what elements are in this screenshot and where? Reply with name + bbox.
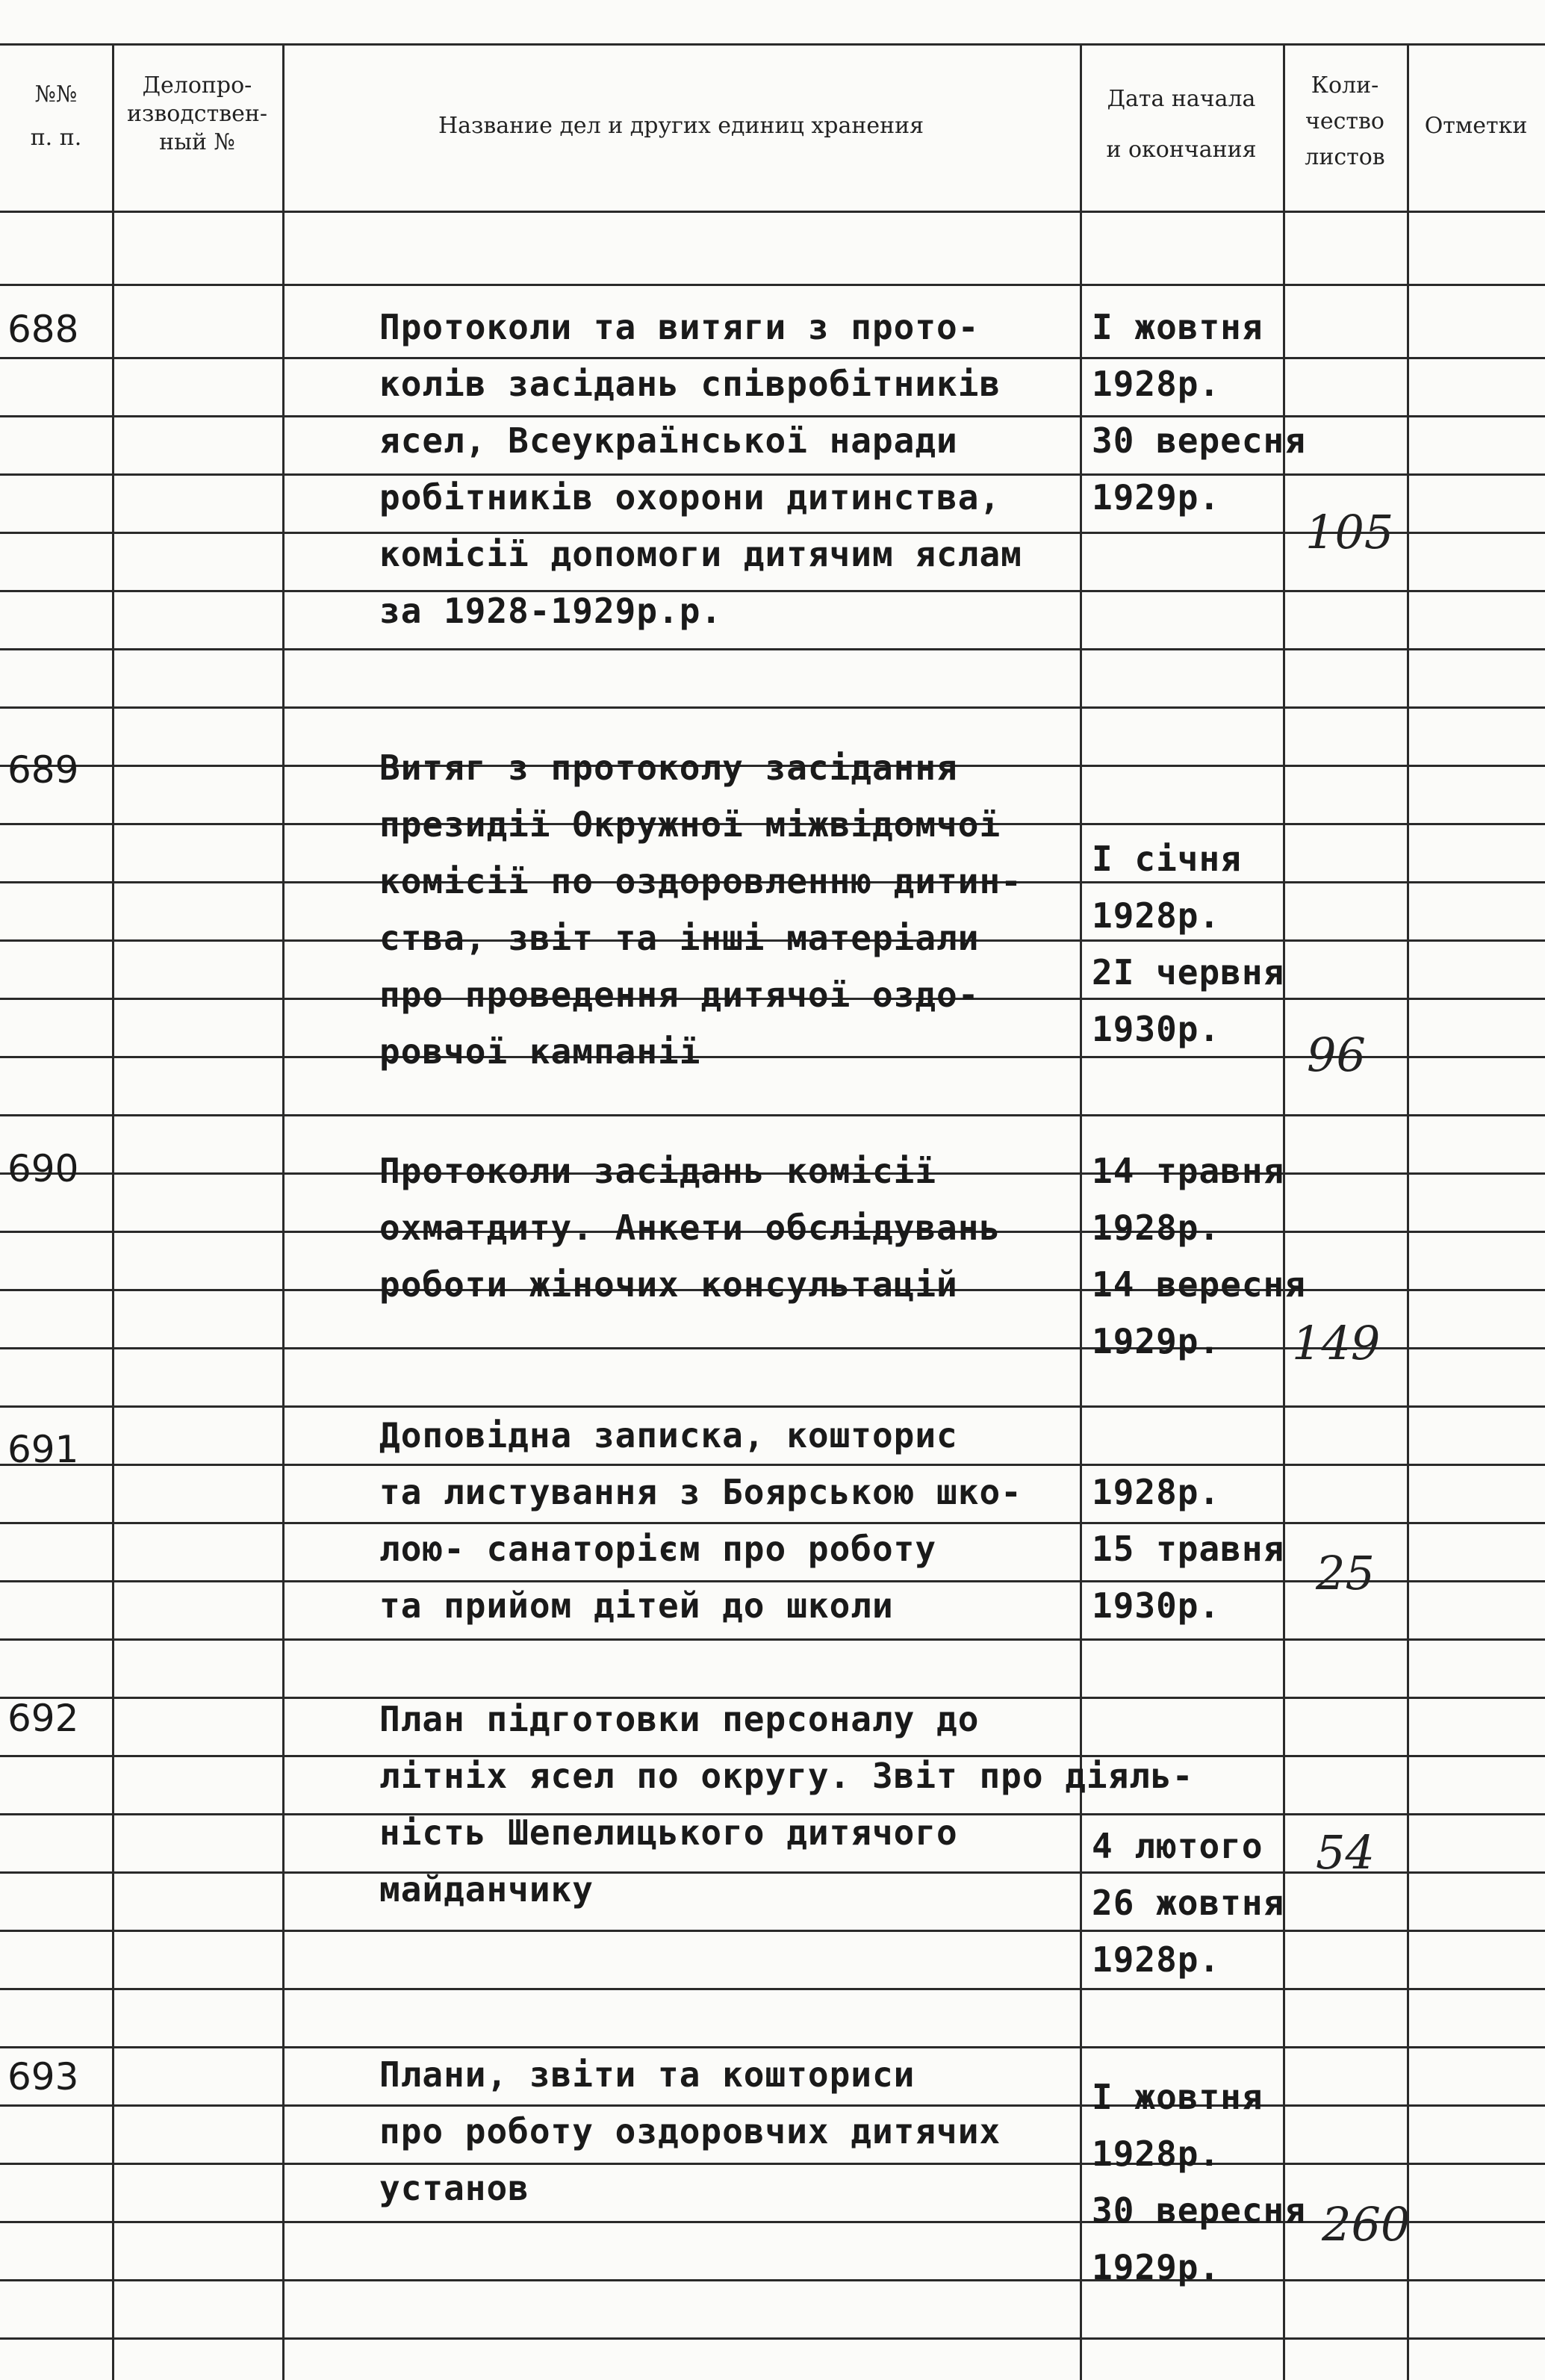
ruling-line <box>0 211 1545 213</box>
record-title-line: комісії допомоги дитячим яслам <box>379 534 1022 574</box>
record-title-line: Протоколи та витяги з прото- <box>379 307 980 347</box>
record-date-line: 15 травня <box>1092 1529 1285 1569</box>
ruling-line <box>0 1638 1545 1641</box>
record-date-line: 2І червня <box>1092 952 1285 992</box>
record-date-line: 1928р. <box>1092 2134 1221 2174</box>
record-title-line: ства, звіт та інші матеріали <box>379 918 980 958</box>
record-title-line: охматдиту. Анкети обслідувань <box>379 1208 1001 1248</box>
header-dates-line: и окончания <box>1106 137 1257 163</box>
ruling-line <box>0 1988 1545 1990</box>
column-line <box>112 45 114 2380</box>
header-sheets-line: листов <box>1305 144 1385 170</box>
header-title-line: Название дел и других единиц хранения <box>438 113 924 139</box>
header-number-line: п. п. <box>30 125 82 151</box>
header-number-line: №№ <box>34 81 78 108</box>
ruling-line <box>0 43 1545 46</box>
record-number: 689 <box>7 748 79 792</box>
record-date-line: 1928р. <box>1092 1208 1221 1248</box>
record-title-line: ність Шепелицького дитячого <box>379 1812 958 1853</box>
record-title <box>379 299 1081 639</box>
record-title-line: та прийом дітей до школи <box>379 1585 894 1626</box>
record-date-line: 1930р. <box>1092 1009 1221 1049</box>
record-number: 690 <box>7 1147 79 1190</box>
header-office-line: ный № <box>159 129 235 155</box>
header-sheets-line: чество <box>1305 108 1384 134</box>
record-title-line: комісії по оздоровленню дитин- <box>379 861 1022 901</box>
record-date-line: 14 вересня <box>1092 1264 1306 1305</box>
record-date-line: 1928р. <box>1092 1472 1221 1512</box>
record-dates <box>1092 830 1331 1057</box>
record-title-line: колів засідань співробітників <box>379 364 1001 404</box>
record-date-line: 14 травня <box>1092 1151 1285 1191</box>
record-date-line: І січня <box>1092 839 1242 879</box>
header-notes-line: Отметки <box>1424 113 1528 139</box>
record-dates <box>1092 1818 1331 1988</box>
header-notes <box>1407 112 1545 140</box>
column-line <box>1407 45 1409 2380</box>
record-date-line: 1930р. <box>1092 1585 1221 1626</box>
record-title-line: за 1928-1929р.р. <box>379 591 723 631</box>
header-title <box>282 112 1080 140</box>
record-title-line: про проведення дитячої оздо- <box>379 975 980 1015</box>
ruling-line <box>0 648 1545 650</box>
record-date-line: 1929р. <box>1092 2247 1221 2287</box>
record-date-line: 1929р. <box>1092 477 1221 518</box>
record-dates <box>1092 2069 1331 2296</box>
record-title-line: ровчої кампанії <box>379 1031 701 1072</box>
record-title-line: установ <box>379 2168 529 2208</box>
record-date-line: 1928р. <box>1092 895 1221 936</box>
record-sheets: 105 <box>1305 505 1394 559</box>
record-date-line: І жовтня <box>1092 307 1263 347</box>
record-sheets: 96 <box>1307 1028 1366 1082</box>
record-date-line: 30 вересня <box>1092 420 1306 461</box>
record-date-line: 1928р. <box>1092 1939 1221 1980</box>
header-dates-line: Дата начала <box>1107 86 1256 112</box>
record-title-line: Доповідна записка, кошторис <box>379 1415 958 1455</box>
record-sheets: 260 <box>1322 2197 1411 2252</box>
record-number: 692 <box>7 1697 79 1740</box>
record-title-line: президії Окружної міжвідомчої <box>379 804 1001 845</box>
record-title <box>379 1407 1081 1634</box>
record-date-line: 1928р. <box>1092 364 1221 404</box>
record-title-line: лою- санаторієм про роботу <box>379 1529 937 1569</box>
record-title-line: про роботу оздоровчих дитячих <box>379 2111 1001 2151</box>
record-title-line: План підготовки персоналу до <box>379 1699 980 1739</box>
record-title-line: та листування з Боярською шко- <box>379 1472 1022 1512</box>
record-title-line: Протоколи засідань комісії <box>379 1151 937 1191</box>
ruling-line <box>0 706 1545 709</box>
record-dates <box>1092 299 1331 526</box>
record-title-line: майданчику <box>379 1869 594 1910</box>
ruling-line <box>0 284 1545 286</box>
header-dates <box>1080 85 1283 164</box>
header-office-line: Делопро- <box>142 72 252 99</box>
column-line <box>282 45 285 2380</box>
record-title-line: роботи жіночих консультацій <box>379 1264 958 1305</box>
record-date-line: 26 жовтня <box>1092 1883 1285 1923</box>
record-title <box>379 1143 1081 1313</box>
record-number: 693 <box>7 2055 79 2098</box>
record-number: 688 <box>7 308 79 351</box>
record-date-line: 4 лютого <box>1092 1826 1263 1866</box>
record-dates <box>1092 1464 1331 1634</box>
record-title-line: ясел, Всеукраїнської наради <box>379 420 958 461</box>
record-title <box>379 739 1081 1080</box>
record-sheets: 54 <box>1316 1825 1375 1880</box>
ruling-line <box>0 2337 1545 2340</box>
record-sheets: 25 <box>1316 1546 1375 1600</box>
header-number <box>0 81 112 152</box>
record-date-line: І жовтня <box>1092 2077 1263 2117</box>
record-date-line: 30 вересня <box>1092 2190 1306 2231</box>
record-title <box>379 2046 1081 2216</box>
record-sheets: 149 <box>1292 1316 1381 1370</box>
ruling-line <box>0 1114 1545 1116</box>
record-date-line: 1929р. <box>1092 1321 1221 1361</box>
record-number: 691 <box>7 1428 79 1471</box>
header-office-line: изводствен- <box>127 101 267 127</box>
record-title-line: робітників охорони дитинства, <box>379 477 1001 518</box>
header-sheets-line: Коли- <box>1311 72 1379 99</box>
record-title-line: Витяг з протоколу засідання <box>379 748 958 788</box>
record-title-line: Плани, звіти та кошториси <box>379 2054 916 2095</box>
header-office-number <box>112 72 282 157</box>
record-title-line: літніх ясел по округу. Звіт про діяль- <box>379 1756 1194 1796</box>
header-sheets <box>1283 72 1407 172</box>
